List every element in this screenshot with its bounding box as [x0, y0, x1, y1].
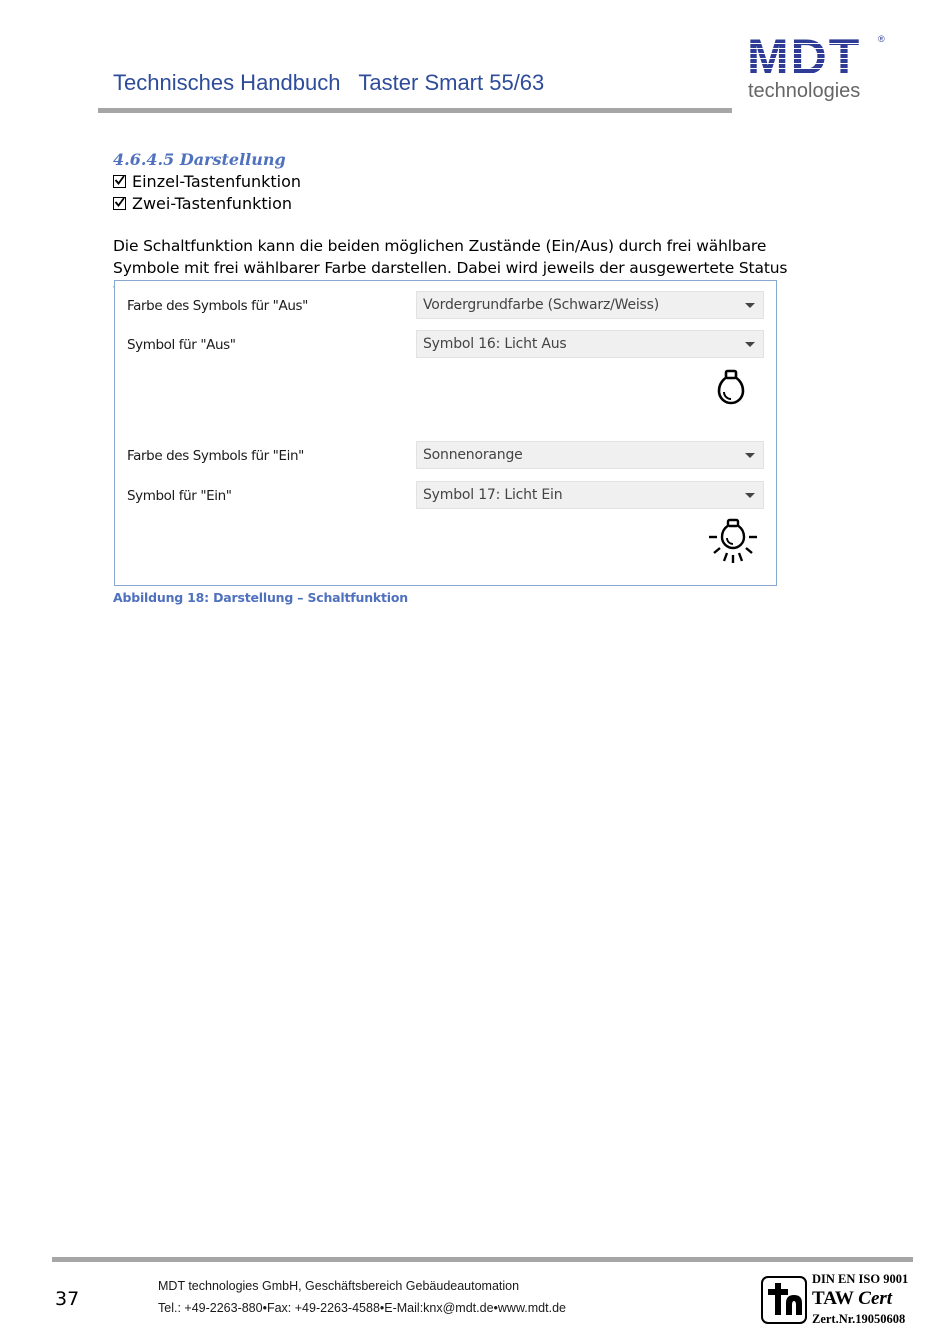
- section-heading: 4.6.4.5 Darstellung: [113, 150, 286, 169]
- page-number: 37: [55, 1288, 80, 1310]
- mdt-logo: [745, 29, 890, 106]
- bulb-on-icon: [705, 517, 761, 567]
- symbol-off-select[interactable]: [416, 330, 764, 358]
- symbol-on-select[interactable]: [416, 481, 764, 509]
- color-on-select[interactable]: [416, 441, 764, 469]
- cert-din: DIN EN ISO 9001: [812, 1272, 909, 1286]
- param-label-color-on: Farbe des Symbols für "Ein": [127, 448, 304, 464]
- param-label-color-off: Farbe des Symbols für "Aus": [127, 298, 308, 314]
- figure-caption: Abbildung 18: Darstellung – Schaltfunktion: [113, 590, 408, 605]
- parameter-figure: [114, 280, 777, 586]
- chevron-down-icon: [745, 342, 755, 347]
- logo-brand: MDT: [747, 29, 862, 85]
- check-item-label: Einzel-Tastenfunktion: [132, 172, 302, 191]
- checkbox-checked-icon: [113, 197, 126, 210]
- select-value: Symbol 17: Licht Ein: [423, 487, 563, 503]
- chevron-down-icon: [745, 303, 755, 308]
- logo-registered-mark: ®: [878, 34, 885, 44]
- select-value: Symbol 16: Licht Aus: [423, 336, 567, 352]
- param-label-symbol-off: Symbol für "Aus": [127, 337, 236, 353]
- param-label-symbol-on: Symbol für "Ein": [127, 488, 232, 504]
- select-value: Vordergrundfarbe (Schwarz/Weiss): [423, 297, 660, 313]
- footer-company: MDT technologies GmbH, Geschäftsbereich Gebäudeautomation: [158, 1279, 520, 1293]
- checkbox-checked-icon: [113, 175, 126, 188]
- taw-cert-logo-icon: [760, 1275, 808, 1325]
- footer-contact: Tel.: +49-2263-880•Fax: +49-2263-4588•E-Mail:knx@mdt.de•www.mdt.de: [158, 1301, 566, 1315]
- footer-rule: [52, 1257, 913, 1262]
- header-rule: [98, 108, 732, 113]
- select-value: Sonnenorange: [423, 447, 523, 463]
- bulb-off-icon: [713, 367, 749, 407]
- body-paragraph: Die Schaltfunktion kann die beiden möglichen Zustände (Ein/Aus) durch frei wählbare Symbole mit frei wählbarer Farbe darstellen. Dabei wird jeweils der ausgewertete Status: [113, 237, 788, 277]
- cert-taw: TAW Cert: [812, 1288, 893, 1309]
- chevron-down-icon: [745, 453, 755, 458]
- certification-badge: [760, 1272, 920, 1332]
- color-off-select[interactable]: [416, 291, 764, 319]
- logo-subtitle: technologies: [748, 80, 861, 102]
- check-item-zwei: [113, 194, 292, 213]
- check-item-label: Zwei-Tastenfunktion: [132, 194, 292, 213]
- cert-number: Zert.Nr.19050608: [812, 1312, 906, 1326]
- chevron-down-icon: [745, 493, 755, 498]
- check-item-einzel: [113, 172, 301, 191]
- header-title: Technisches Handbuch Taster Smart 55/63: [113, 70, 545, 95]
